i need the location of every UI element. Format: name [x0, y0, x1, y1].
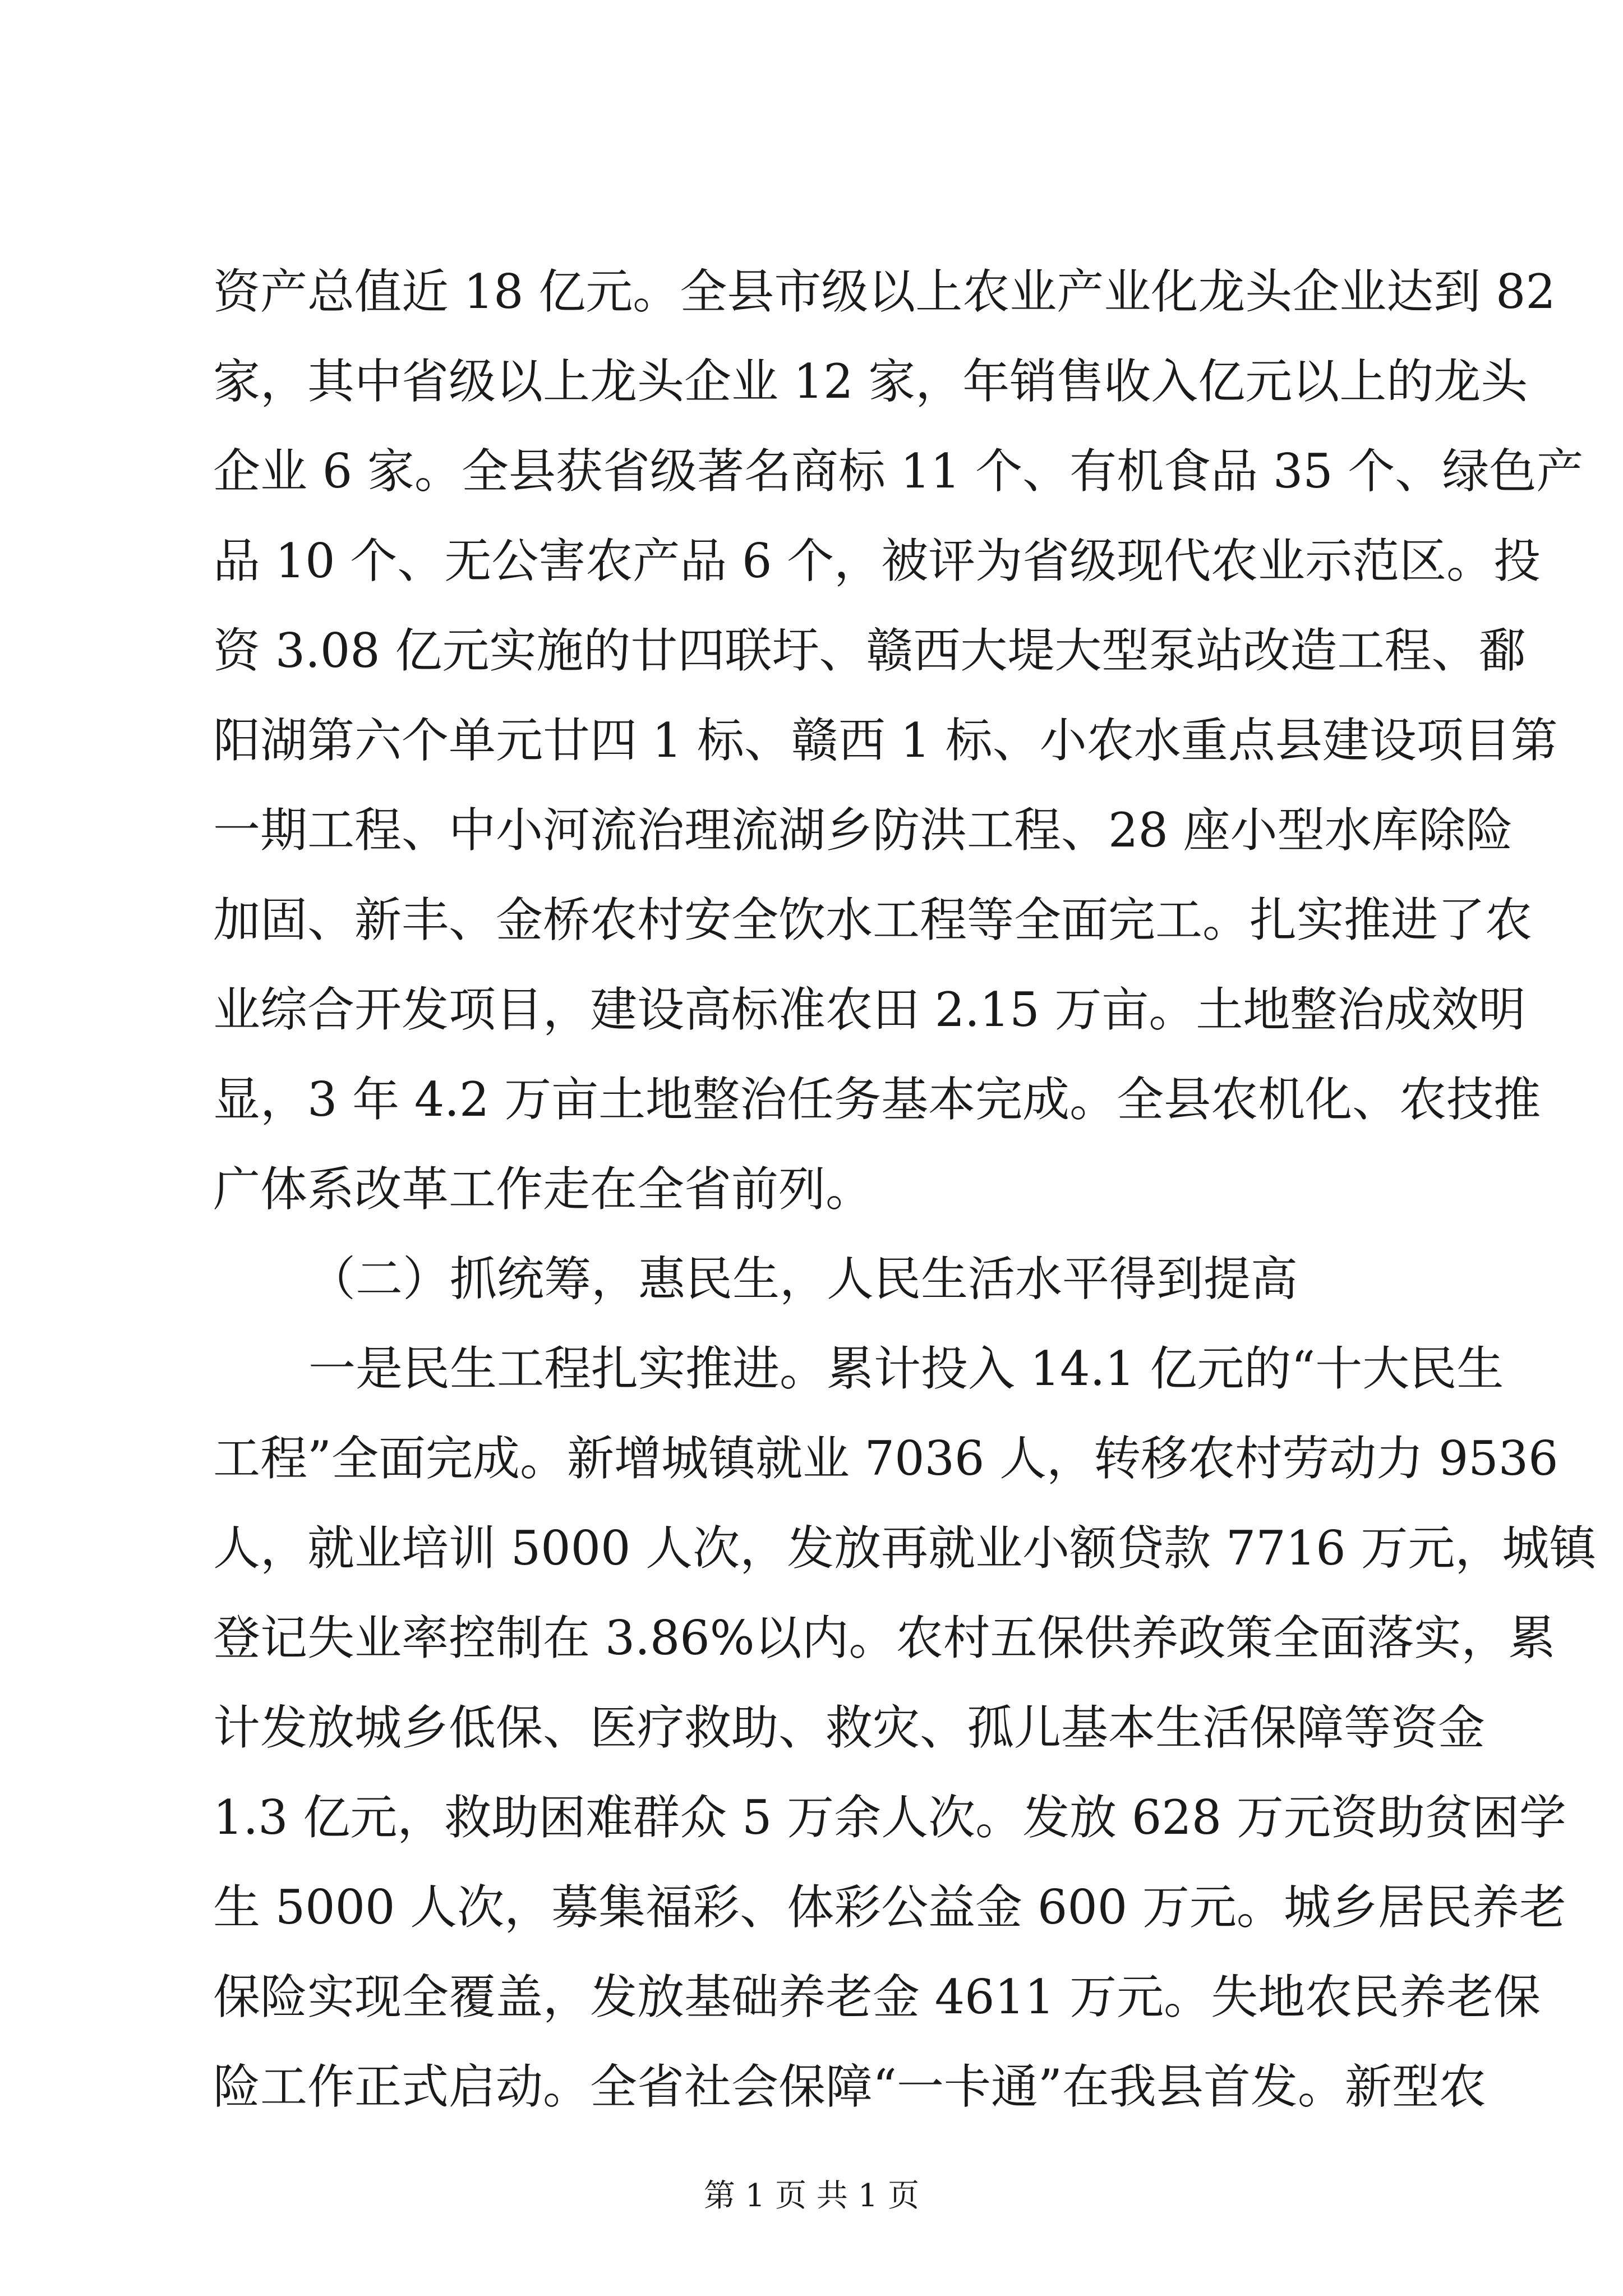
- paragraph-line-4: 品 10 个、无公害农产品 6 个，被评为省级现代农业示范区。投: [213, 533, 1541, 588]
- paragraph-line-10: 显，3 年 4.2 万亩土地整治任务基本完成。全县农机化、农技推: [213, 1072, 1541, 1127]
- paragraph-line-16: 计发放城乡低保、医疗救助、救灾、孤儿基本生活保障等资金: [213, 1700, 1486, 1755]
- paragraph-line-2: 家，其中省级以上龙头企业 12 家，年销售收入亿元以上的龙头: [213, 354, 1528, 409]
- paragraph-line-9: 业综合开发项目，建设高标准农田 2.15 万亩。土地整治成效明: [213, 982, 1526, 1037]
- paragraph-line-12: 一是民生工程扎实推进。累计投入 14.1 亿元的“十大民生: [308, 1341, 1504, 1396]
- paragraph-line-7: 一期工程、中小河流治理流湖乡防洪工程、28 座小型水库除险: [213, 803, 1513, 858]
- page-footer: 第 1 页 共 1 页: [703, 2178, 920, 2214]
- paragraph-line-14: 人，就业培训 5000 人次，发放再就业小额贷款 7716 万元，城镇: [213, 1521, 1597, 1576]
- paragraph-line-6: 阳湖第六个单元廿四 1 标、赣西 1 标、小农水重点县建设项目第: [213, 713, 1558, 768]
- paragraph-line-3: 企业 6 家。全县获省级著名商标 11 个、有机食品 35 个、绿色产: [213, 444, 1584, 499]
- paragraph-line-17: 1.3 亿元，救助困难群众 5 万余人次。发放 628 万元资助贫困学: [213, 1790, 1566, 1845]
- paragraph-line-11: 广体系改革工作走在全省前列。: [213, 1162, 873, 1217]
- paragraph-line-19: 保险实现全覆盖，发放基础养老金 4611 万元。失地农民养老保: [213, 1970, 1541, 2024]
- paragraph-line-15: 登记失业率控制在 3.86%以内。农村五保供养政策全面落实，累: [213, 1611, 1556, 1665]
- paragraph-line-5: 资 3.08 亿元实施的廿四联圩、赣西大堤大型泵站改造工程、鄱: [213, 623, 1526, 678]
- section-heading: （二）抓统筹，惠民生，人民生活水平得到提高: [308, 1251, 1298, 1306]
- paragraph-line-20: 险工作正式启动。全省社会保障“一卡通”在我县首发。新型农: [213, 2059, 1486, 2114]
- paragraph-line-8: 加固、新丰、金桥农村安全饮水工程等全面完工。扎实推进了农: [213, 892, 1533, 947]
- paragraph-line-13: 工程”全面完成。新增城镇就业 7036 人，转移农村劳动力 9536: [213, 1431, 1559, 1486]
- paragraph-line-1: 资产总值近 18 亿元。全县市级以上农业产业化龙头企业达到 82: [213, 264, 1556, 319]
- paragraph-line-18: 生 5000 人次，募集福彩、体彩公益金 600 万元。城乡居民养老: [213, 1880, 1566, 1935]
